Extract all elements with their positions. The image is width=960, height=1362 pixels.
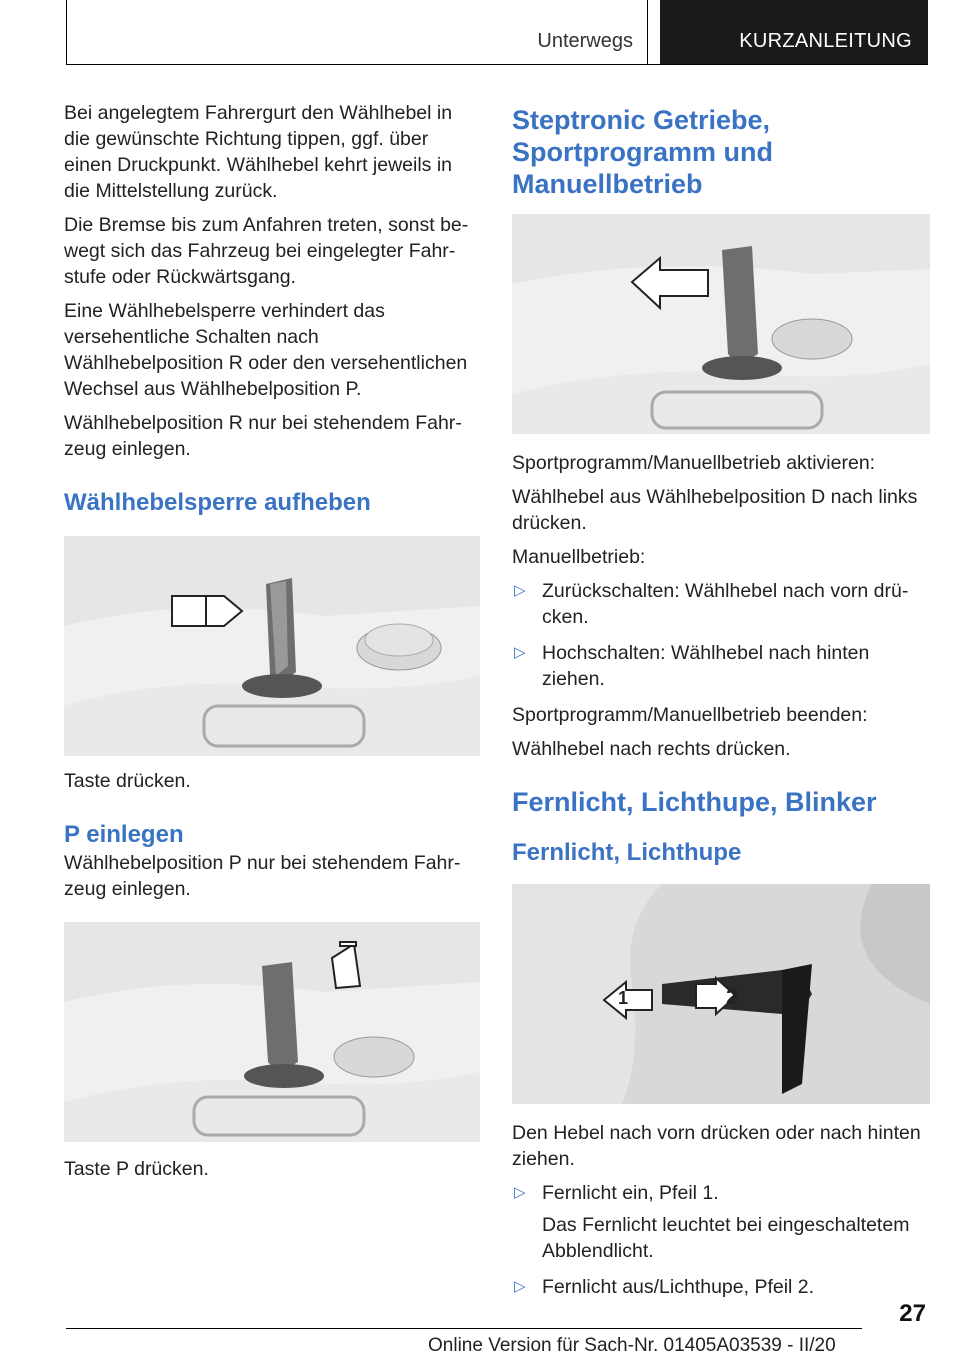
- header-tab: [660, 0, 928, 64]
- sub-paragraph: Das Fernlicht leuchtet bei eingeschaltetem Abblendlicht.: [542, 1214, 910, 1262]
- triangle-bullet-icon: ▷: [514, 1184, 526, 1201]
- triangle-bullet-icon: ▷: [514, 582, 526, 599]
- list-item: ▷ Hochschalten: Wählhebel nach hinten ziehen.: [514, 642, 870, 690]
- paragraph: Manuellbetrieb:: [512, 546, 646, 568]
- caption: Taste P drücken.: [64, 1158, 209, 1180]
- left-column: [64, 100, 480, 1190]
- bullet-list: [512, 1180, 930, 1300]
- paragraph: Wählhebel nach rechts drücken.: [512, 738, 791, 760]
- turn-signal-lever-illustration: [512, 884, 930, 1104]
- arrow-label-1: 1: [618, 988, 629, 1008]
- paragraph: Wählhebelposition R nur bei stehendem Fahrzeug einlegen.: [64, 412, 462, 460]
- paragraph: Die Bremse bis zum Anfahren treten, sonst bewegt sich das Fahrzeug bei eingelegter Fahrstufe oder Rückwärtsgang.: [64, 214, 469, 288]
- triangle-bullet-icon: ▷: [514, 644, 526, 661]
- gear-selector-unlock-illustration: [64, 536, 480, 756]
- caption: Taste drücken.: [64, 770, 191, 792]
- paragraph: Wählhebel aus Wählhebelposition D nach links drücken.: [512, 486, 918, 534]
- paragraph: Den Hebel nach vorn drücken oder nach hinten ziehen.: [512, 1122, 921, 1170]
- header-rule: [66, 64, 928, 65]
- triangle-bullet-icon: ▷: [514, 1278, 526, 1295]
- heading-lights: Fernlicht, Lichthupe, Blinker: [512, 787, 877, 817]
- footer-online-version: Online Version für Sach-Nr. 01405A03539 - II/20: [428, 1335, 836, 1356]
- list-item: ▷ Zurückschalten: Wählhebel nach vorn drücken.: [514, 580, 909, 628]
- header-tab-title: KURZANLEITUNG: [739, 30, 912, 52]
- heading-park: P einlegen: [64, 821, 184, 848]
- list-item: ▷ Fernlicht aus/Lichthupe, Pfeil 2.: [514, 1276, 815, 1298]
- paragraph: Sportprogramm/Manuellbetrieb aktivieren:: [512, 452, 876, 474]
- page-number: 27: [899, 1300, 926, 1327]
- gear-selector-manual-illustration: [512, 214, 930, 434]
- header-section-title: Unterwegs: [537, 30, 633, 52]
- bullet-list: [512, 578, 930, 692]
- list-item: ▷ Fernlicht ein, Pfeil 1. Das Fernlicht leuchtet bei eingeschaltetem Abblendlicht.: [512, 1180, 930, 1264]
- paragraph: Sportprogramm/Manuellbetrieb beenden:: [512, 704, 868, 726]
- right-column: [512, 100, 930, 1310]
- paragraph: Wählhebelposition P nur bei stehendem Fahrzeug einlegen.: [64, 852, 461, 900]
- gear-selector-park-illustration: [64, 922, 480, 1142]
- arrow-label-2: 2: [726, 984, 739, 1009]
- heading-unlock: Wählhebelsperre aufheben: [64, 489, 371, 516]
- heading-high-beam: Fernlicht, Lichthupe: [512, 839, 742, 866]
- heading-steptronic: Steptronic Getriebe, Sportprogramm und Manuellbetrieb: [512, 105, 773, 199]
- header-section: [66, 0, 648, 64]
- paragraph: Eine Wählhebelsperre verhindert das versehentliche Schalten nach Wählhebelposition R oder den versehentlichen Wechsel aus Wählhebelposition P.: [64, 300, 468, 400]
- footer-rule: [66, 1328, 862, 1329]
- paragraph: Bei angelegtem Fahrergurt den Wählhebel in die gewünschte Richtung tippen, ggf. über einen Druckpunkt. Wählhebel kehrt jeweils in die Mittelstellung zurück.: [64, 102, 453, 202]
